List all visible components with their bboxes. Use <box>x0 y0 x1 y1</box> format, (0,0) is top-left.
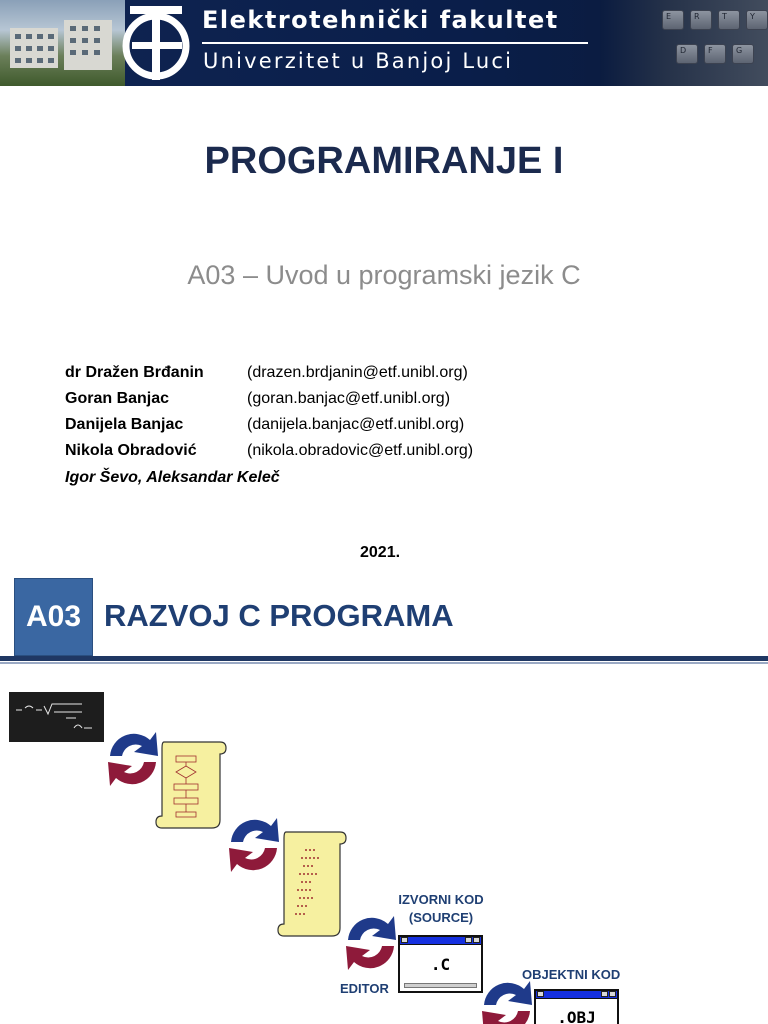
keyboard-key: G <box>732 44 754 64</box>
author-name: Nikola Obradović <box>65 442 197 459</box>
cycle-arrows-icon <box>225 812 283 878</box>
author-name: dr Dražen Brđanin <box>65 364 204 381</box>
source-file-window <box>398 935 483 993</box>
flowchart-scroll-icon <box>154 736 228 832</box>
cycle-arrows-icon <box>478 975 536 1024</box>
course-title: PROGRAMIRANJE I <box>204 140 564 182</box>
author-name: Goran Banjac <box>65 390 170 407</box>
source-code-label <box>388 892 494 925</box>
lecture-badge: A03 <box>14 578 93 656</box>
window-minimize-icon <box>465 937 472 943</box>
lecture-subtitle: A03 – Uvod u programski jezik C <box>187 260 581 290</box>
keyboard-key: E <box>662 10 684 30</box>
window-maximize-icon <box>609 991 616 997</box>
keyboard-key: F <box>704 44 726 64</box>
keyboard-photo <box>600 0 768 86</box>
object-code-label: OBJEKTNI KOD <box>522 967 621 982</box>
source-file-extension: .C <box>430 955 451 974</box>
window-minimize-icon <box>601 991 608 997</box>
formula-scribble-icon <box>14 698 99 736</box>
section-divider <box>0 656 768 661</box>
editor-label: EDITOR <box>340 981 389 996</box>
section-title: RAZVOJ C PROGRAMA <box>104 598 454 633</box>
university-name: Univerzitet u Banjoj Luci <box>203 49 514 73</box>
keyboard-key: D <box>676 44 698 64</box>
keyboard-key: Y <box>746 10 768 30</box>
window-scrollbar <box>404 983 477 988</box>
code-scroll-icon <box>276 826 348 940</box>
author-email: (drazen.brdjanin@etf.unibl.org) <box>247 364 468 381</box>
formula-chalkboard-image <box>9 692 104 742</box>
source-code-label-line2: (SOURCE) <box>408 910 474 925</box>
object-file-window <box>534 989 619 1024</box>
author-email: (goran.banjac@etf.unibl.org) <box>247 390 451 407</box>
keyboard-key: R <box>690 10 712 30</box>
keyboard-key: T <box>718 10 740 30</box>
object-file-extension: .OBJ <box>557 1008 596 1024</box>
section-divider-thin <box>0 662 768 664</box>
header-divider <box>202 42 588 44</box>
header-banner <box>0 0 768 86</box>
source-code-label-line1: IZVORNI KOD <box>398 892 484 907</box>
window-menu-icon <box>537 991 544 997</box>
window-title-bar <box>536 991 617 999</box>
window-maximize-icon <box>473 937 480 943</box>
author-email: (nikola.obradovic@etf.unibl.org) <box>247 442 474 459</box>
etf-logo-icon <box>118 2 194 82</box>
campus-photo <box>0 0 125 86</box>
assistants: Igor Ševo, Aleksandar Keleč <box>65 469 280 486</box>
author-name: Danijela Banjac <box>65 416 184 433</box>
window-menu-icon <box>401 937 408 943</box>
faculty-name: Elektrotehnički fakultet <box>202 6 559 34</box>
year: 2021. <box>360 544 401 561</box>
window-title-bar <box>400 937 481 945</box>
author-email: (danijela.banjac@etf.unibl.org) <box>247 416 465 433</box>
